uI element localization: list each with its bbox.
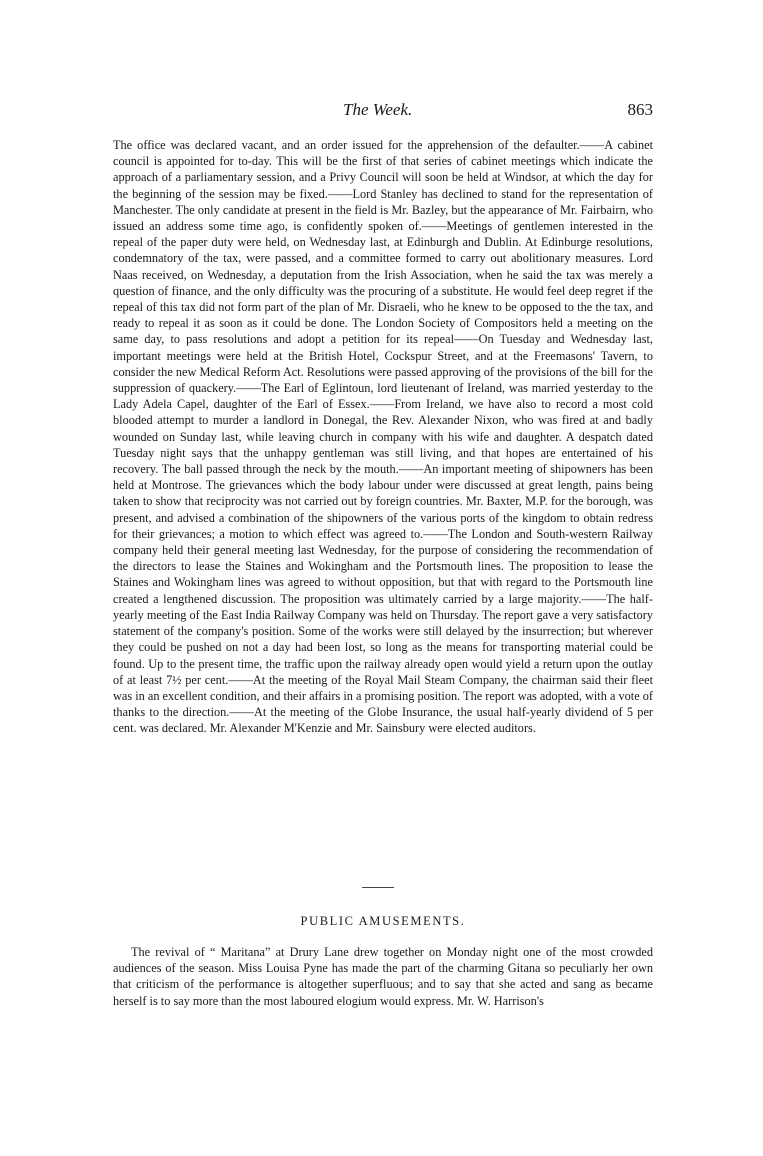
public-amusements-text: The revival of “ Maritana” at Drury Lane drew together on Monday night one of the most crowded audiences of the season. Miss Louisa Pyne has made the part of the charming Gitana so peculiarly her own that criticism of the performance is altogether superfluous; and to say that she acted and sang as became herself is to say more than the most laboured elogium would express. Mr. W. Harrison's: [113, 945, 653, 1008]
section-title-public-amusements: PUBLIC AMUSEMENTS.: [300, 914, 466, 928]
page-number: 863: [627, 100, 653, 119]
week-news-column: The office was declared vacant, and an order issued for the apprehension of the defaulter.——A cabinet council is appointed for to-day. This will be the first of that series of cabinet meetings which indicate the approach of a parliamentary session, and a Privy Council will soon be held at Windsor, at which the day for the beginning of the session may be fixed.——Lord Stanley has declined to stand for the representation of Manchester. The only candidate at present in the field is Mr. Bazley, but the appearance of Mr. Fairbairn, who issued an address some time ago, is confidently spoken of.——Meetings of gentlemen interested in the repeal of the paper duty were held, on Wednesday last, at Edinburgh and Dublin. At Edinburge resolutions, condemnatory of the tax, were passed, and a committee formed to carry out abolitionary measures. Lord Naas received, on Wednesday, a deputation from the Irish Association, when he said the tax was merely a question of finance, and the only difficulty was the procuring of a substitute. He would feel deep regret if the repeal of this tax did not form part of the plan of Mr. Disraeli, who he knew to be opposed to the the tax, and ready to repeal it as soon as it could be done. The London Society of Compositors held a meeting on the same day, to pass resolutions and adopt a petition for its repeal——On Tuesday and Wednesday last, important meetings were held at the British Hotel, Cockspur Street, and at the Freemasons' Tavern, to consider the new Medical Reform Act. Resolutions were passed approving of the provisions of the bill for the suppression of quackery.——The Earl of Eglintoun, lord lieutenant of Ireland, was married yesterday to the Lady Adela Capel, daughter of the Earl of Essex.——From Ireland, we have also to record a most cold blooded attempt to murder a landlord in Donegal, the Rev. Alexander Nixon, who was fired at and badly wounded on Sunday last, while leaving church in company with his wife and daughter. A despatch dated Tuesday night says that the unhappy gentleman was still living, and that hopes are entertained of his recovery. The ball passed through the neck by the mouth.——An important meeting of shipowners has been held at Montrose. The grievances which the body labour under were discussed at great length, pains being taken to show that reciprocity was not carried out by foreign countries. Mr. Baxter, M.P. for the borough, was present, and advised a combination of the shipowners of the various ports of the kingdom to obtain redress for their grievances; a motion to which effect was agreed to.——The London and South-western Railway company held their general meeting last Wednesday, for the purpose of considering the recommendation of the directors to lease the Staines and Wokingham and the Portsmouth lines. The proposition to lease the Staines and Wokingham lines was agreed to without opposition, but that with regard to the Portsmouth line created a lengthened discussion. The proposition was ultimately carried by a large majority.——The half-yearly meeting of the East India Railway Company was held on Thursday. The report gave a very satisfactory statement of the company's position. Some of the works were still delayed by the insurrection; but wherever they could be pushed on not a day had been lost, so long as the means for transporting material could be found. Up to the present time, the traffic upon the railway already open would yield a return upon the outlay of at least 7½ per cent.——At the meeting of the Royal Mail Steam Company, the chairman said their fleet was in an excellent condition, and their affairs in a promising position. The report was adopted, with a vote of thanks to the direction.——At the meeting of the Globe Insurance, the usual half-yearly dividend of 5 per cent. was declared. Mr. Alexander M'Kenzie and Mr. Sainsbury were elected auditors.: [113, 138, 653, 736]
running-title: The Week.: [343, 100, 413, 119]
section-divider: [362, 887, 394, 888]
page-header: [113, 100, 653, 124]
